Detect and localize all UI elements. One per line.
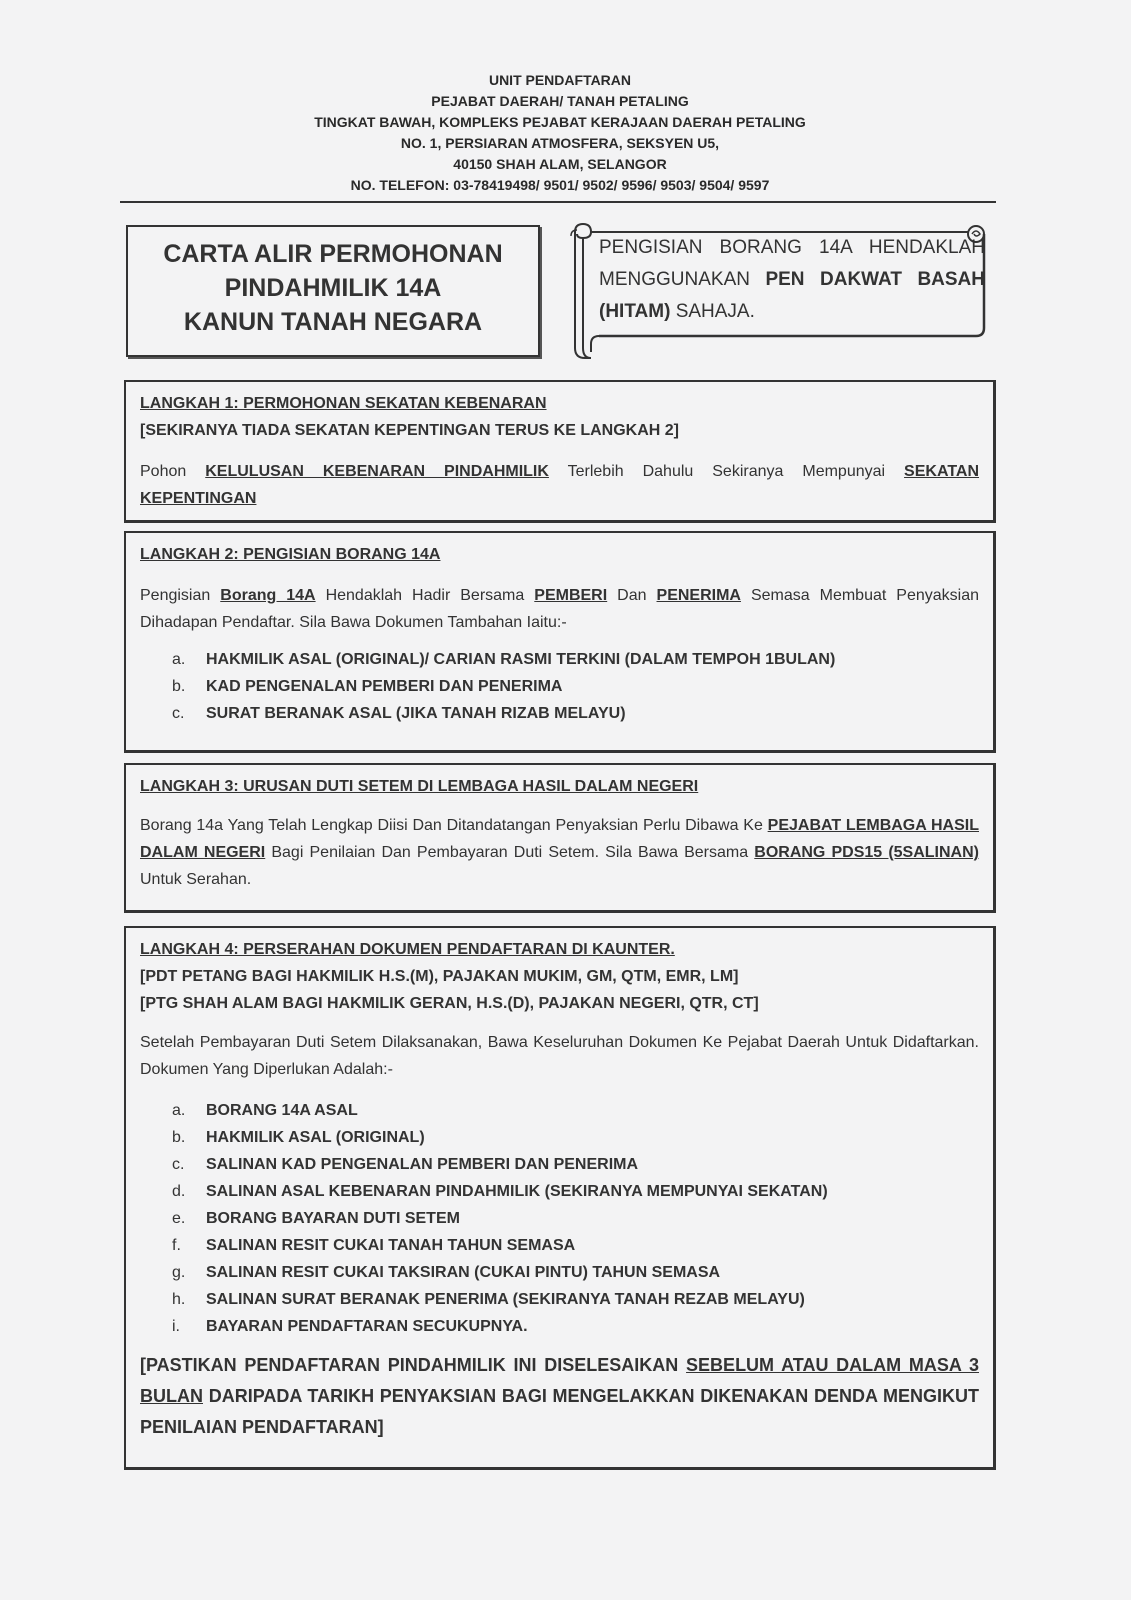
step-3-text: Borang 14a Yang Telah Lengkap Diisi Dan Ditandatangan Penyaksian Perlu Dibawa Ke PEJABAT LEMBAGA HASIL DALAM NEGERI Bagi Penilaian Dan Pembayaran Duti Setem. Sila Bawa Bersama BORANG PDS15 (5SALINAN) Untuk Serahan. bbox=[140, 817, 979, 888]
step-4-subheading: [PTG SHAH ALAM BAGI HAKMILIK GERAN, H.S.(D), PAJAKAN NEGERI, QTR, CT] bbox=[140, 995, 759, 1012]
step-2-box bbox=[124, 531, 996, 753]
step-4-box bbox=[124, 926, 996, 1470]
step-3-heading: LANGKAH 3: URUSAN DUTI SETEM DI LEMBAGA HASIL DALAM NEGERI bbox=[140, 778, 699, 795]
list-item: g. SALINAN RESIT CUKAI TAKSIRAN (CUKAI PINTU) TAHUN SEMASA bbox=[172, 1264, 721, 1281]
header-line: PEJABAT DAERAH/ TANAH PETALING bbox=[431, 93, 689, 109]
title-line: KANUN TANAH NEGARA bbox=[183, 308, 483, 336]
office-header bbox=[120, 70, 1000, 196]
list-item: a. BORANG 14A ASAL bbox=[172, 1102, 358, 1119]
header-line: NO. TELEFON: 03-78419498/ 9501/ 9502/ 9596/ 9503/ 9504/ 9597 bbox=[350, 177, 770, 193]
step-4-document-list bbox=[140, 1097, 979, 1340]
list-item: b. KAD PENGENALAN PEMBERI DAN PENERIMA bbox=[172, 678, 563, 695]
step-1-heading: LANGKAH 1: PERMOHONAN SEKATAN KEBENARAN bbox=[140, 395, 547, 412]
notice-scroll bbox=[563, 222, 996, 362]
step-2-document-list bbox=[140, 646, 979, 727]
list-item: e. BORANG BAYARAN DUTI SETEM bbox=[172, 1210, 460, 1227]
step-4-heading: LANGKAH 4: PERSERAHAN DOKUMEN PENDAFTARAN DI KAUNTER. bbox=[140, 941, 675, 958]
title-box bbox=[126, 225, 540, 357]
step-2-text: Pengisian Borang 14A Hendaklah Hadir Bersama PEMBERI Dan PENERIMA Semasa Membuat Penyaksian Dihadapan Pendaftar. Sila Bawa Dokumen Tambahan Iaitu:- bbox=[140, 587, 980, 631]
list-item: i. BAYARAN PENDAFTARAN SECUKUPNYA. bbox=[172, 1318, 528, 1335]
header-divider bbox=[120, 201, 996, 203]
step-1-subheading: [SEKIRANYA TIADA SEKATAN KEPENTINGAN TERUS KE LANGKAH 2] bbox=[140, 422, 679, 439]
list-item: d. SALINAN ASAL KEBENARAN PINDAHMILIK (SEKIRANYA MEMPUNYAI SEKATAN) bbox=[172, 1183, 828, 1200]
list-item: a. HAKMILIK ASAL (ORIGINAL)/ CARIAN RASMI TERKINI (DALAM TEMPOH 1BULAN) bbox=[172, 651, 836, 668]
step-3-box bbox=[124, 763, 996, 913]
step-4-subheading: [PDT PETANG BAGI HAKMILIK H.S.(M), PAJAKAN MUKIM, GM, QTM, EMR, LM] bbox=[140, 968, 739, 985]
list-item: f. SALINAN RESIT CUKAI TANAH TAHUN SEMASA bbox=[172, 1237, 576, 1254]
notice-text: PENGISIAN BORANG 14A HENDAKLAH MENGGUNAKAN PEN DAKWAT BASAH (HITAM) SAHAJA. bbox=[599, 237, 985, 322]
header-line: NO. 1, PERSIARAN ATMOSFERA, SEKSYEN U5, bbox=[400, 135, 720, 151]
list-item: c. SURAT BERANAK ASAL (JIKA TANAH RIZAB MELAYU) bbox=[172, 705, 626, 722]
step-2-heading: LANGKAH 2: PENGISIAN BORANG 14A bbox=[140, 546, 441, 563]
title-line: CARTA ALIR PERMOHONAN bbox=[163, 240, 503, 268]
deadline-note: [PASTIKAN PENDAFTARAN PINDAHMILIK INI DISELESAIKAN SEBELUM ATAU DALAM MASA 3 BULAN DARIPADA TARIKH PENYAKSIAN BAGI MENGELAKKAN DIKENAKAN DENDA MENGIKUT PENILAIAN PENDAFTARAN] bbox=[140, 1355, 979, 1437]
list-item: h. SALINAN SURAT BERANAK PENERIMA (SEKIRANYA TANAH REZAB MELAYU) bbox=[172, 1291, 805, 1308]
step-1-box bbox=[124, 380, 996, 523]
step-1-text: Pohon KELULUSAN KEBENARAN PINDAHMILIK Terlebih Dahulu Sekiranya Mempunyai SEKATAN KEPENTINGAN bbox=[140, 463, 980, 507]
header-line: 40150 SHAH ALAM, SELANGOR bbox=[453, 156, 667, 172]
list-item: c. SALINAN KAD PENGENALAN PEMBERI DAN PENERIMA bbox=[172, 1156, 639, 1173]
list-item: b. HAKMILIK ASAL (ORIGINAL) bbox=[172, 1129, 425, 1146]
header-line: TINGKAT BAWAH, KOMPLEKS PEJABAT KERAJAAN DAERAH PETALING bbox=[314, 114, 806, 130]
header-line: UNIT PENDAFTARAN bbox=[488, 72, 632, 88]
step-4-text: Setelah Pembayaran Duti Setem Dilaksanakan, Bawa Keseluruhan Dokumen Ke Pejabat Daerah Untuk Didaftarkan. Dokumen Yang Diperlukan Adalah:- bbox=[140, 1034, 979, 1078]
title-line: PINDAHMILIK 14A bbox=[224, 274, 442, 302]
